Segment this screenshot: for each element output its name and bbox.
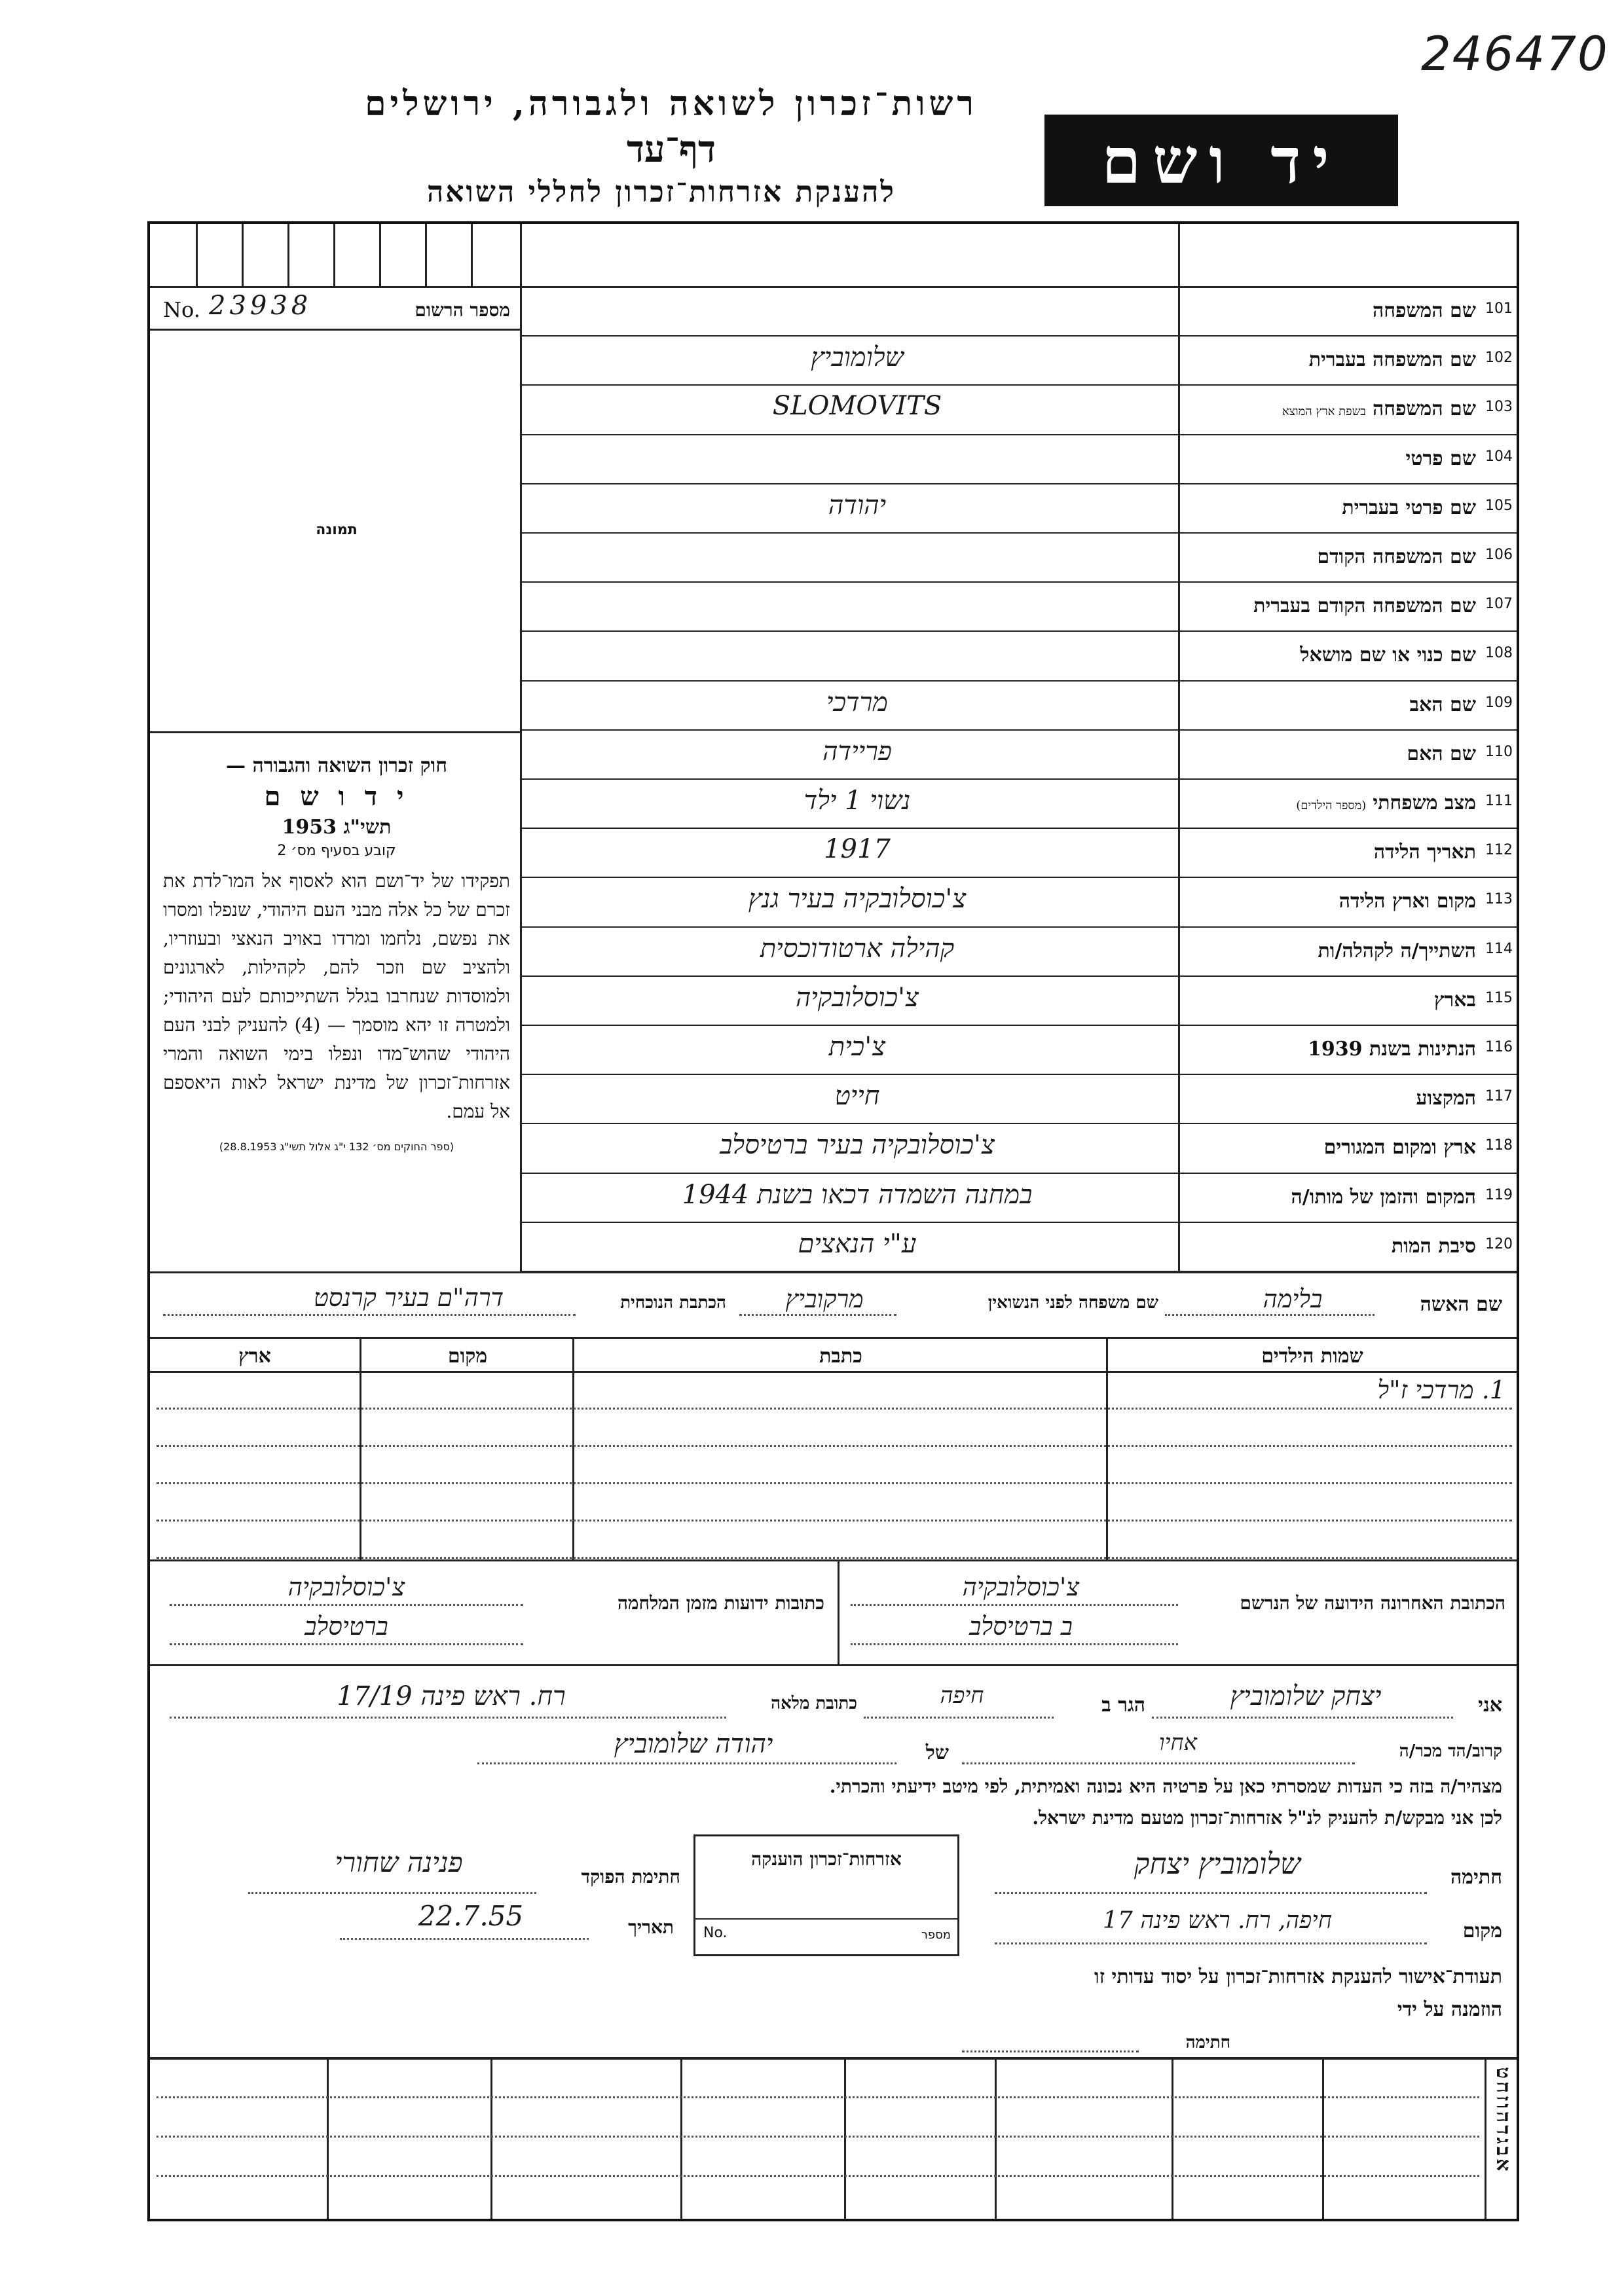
field-label [1188,545,1476,568]
children-cell[interactable]: 1. מרדכי ז"ל [1377,1376,1505,1404]
official-signature[interactable]: פנינה שחורי [335,1846,463,1878]
field-label-text: שם כנוי או שם מושאל [1300,644,1476,667]
stamp-title: אזרחות־זכרון הוענקה [751,1848,902,1870]
official-signature-label: חתימת הפוקד [581,1866,680,1887]
field-label-text: מצב משפחתי [1373,792,1476,814]
field-number: 104 [1485,448,1513,465]
field-number: 106 [1485,547,1513,563]
date-value[interactable]: 22.7.55 [418,1900,524,1932]
field-number: 117 [1485,1088,1513,1105]
field-value[interactable]: נשוי 1 ילד [803,786,911,816]
field-label-text: המקצוע [1416,1087,1476,1110]
field-label [1188,1038,1476,1061]
field-label [1188,594,1476,617]
field-value[interactable]: SLOMOVITS [772,391,942,422]
children-row-line [157,1408,1512,1410]
field-row-divider [520,483,1517,484]
children-row-line [157,1520,1512,1522]
field-label-text: הנתינות בשנת 1939 [1307,1038,1476,1061]
field-number: 114 [1485,940,1513,957]
current-address-label: הכתבת הנוכחית [620,1293,726,1313]
field-number: 101 [1485,301,1513,317]
declaration-text: מצהיר/ה בזה כי העדות שמסרתי כאן על פרטיה היא נכונה ואמיתית, לפי מיטב ידיעתי והכרתי. [829,1776,1502,1797]
request-text: לכן אני מבקש/ת להעניק לנ"ל אזרחות־זכרון מטעם מדינת ישראל. [1032,1807,1502,1829]
field-row-divider [520,581,1517,583]
field-label-text: שם המשפחה בעברית [1308,348,1476,372]
field-number: 109 [1485,694,1513,711]
field-label-text: שם המשפחה הקודם [1317,545,1476,568]
last-known-address-label: הכתובת האחרונה הידועה של הנרשם [1240,1592,1505,1614]
field-row-divider [520,1025,1517,1026]
field-value[interactable]: חייט [834,1081,880,1112]
field-label-text: בארץ [1433,988,1476,1011]
bottom-code-column: אבגדהוזחט [1492,2067,1515,2174]
resides-label: הגר ב [1101,1694,1145,1717]
witness-name[interactable]: יצחק שלומוביץ [1230,1681,1382,1711]
field-value[interactable]: שלומוביץ [811,342,904,373]
field-label [1188,939,1476,962]
law-block [163,754,510,1153]
maiden-name-label: שם משפחה לפני הנשואין [987,1293,1158,1313]
field-value[interactable]: ע"י הנאצים [798,1228,917,1259]
law-clause: קובע בסעיף מס׳ 2 [277,843,396,859]
certificate-line-1: תעודת־אישור להענקת אזרחות־זכרון על יסוד עדותי זו [1094,1965,1502,1988]
photo-label: תמונה [316,522,358,538]
maiden-name-value[interactable]: מרקוביץ [785,1285,864,1313]
place-label: מקום [1462,1920,1502,1942]
field-label [1188,644,1476,666]
field-number: 107 [1485,596,1513,613]
field-label-text: שם האב [1409,693,1476,716]
field-label-text: ארץ ומקום המגורים [1323,1136,1476,1159]
field-value[interactable]: יהודה [828,490,887,520]
field-label [1188,299,1476,322]
of-label: של [925,1741,949,1764]
field-value[interactable]: צ'כוסלובקיה [795,982,919,1013]
field-row-divider [520,975,1517,977]
field-row-divider [520,1173,1517,1174]
full-address-label: כתובת מלאה [771,1694,857,1713]
field-number: 112 [1485,842,1513,859]
field-number: 113 [1485,891,1513,908]
children-row-line [157,1557,1512,1559]
certificate-signature-label: חתימה [1185,2033,1230,2052]
field-label [1188,1235,1476,1258]
field-number: 108 [1485,645,1513,662]
field-row-divider [520,680,1517,682]
signature-label: חתימה [1450,1866,1502,1889]
field-label-text: שם המשפחה [1372,299,1476,322]
field-row-divider [520,729,1517,731]
field-label [1188,890,1476,913]
field-label [1188,447,1476,470]
field-value[interactable]: פריידה [822,736,892,767]
last-known-address-value-1[interactable]: צ'כוסלובקיה [962,1573,1080,1601]
field-value[interactable]: במחנה השמדה דכאו בשנת 1944 [682,1179,1033,1210]
field-number: 116 [1485,1039,1513,1055]
law-year: תשי"ג 1953 [282,816,392,839]
law-footnote: (ספר החוקים מס׳ 132 י"ג אלול תשי"ג 28.8.1953) [219,1140,454,1153]
field-number: 120 [1485,1235,1513,1252]
field-label-text: סיבת המות [1391,1234,1476,1258]
field-row-divider [520,828,1517,829]
field-value[interactable]: מרדכי [826,687,889,718]
children-header-address: כתבת [819,1345,862,1368]
field-row-divider [520,532,1517,534]
field-label [1188,496,1476,519]
field-label-text: תאריך הלידה [1373,841,1476,864]
place-value[interactable]: חיפה, רח. ראש פינה 17 [1102,1907,1333,1934]
full-address-value[interactable]: רח. ראש פינה 17/19 [337,1681,566,1711]
field-number: 103 [1485,399,1513,416]
field-number: 110 [1485,743,1513,760]
field-row-divider [520,1123,1517,1124]
citizenship-granted-box [693,1834,959,1956]
children-header-place: מקום [447,1345,488,1368]
law-name: י ד ו ש ם [264,781,409,812]
field-value[interactable]: צ'כוסלובקיה בעיר ברטיסלב [720,1130,995,1161]
field-label-text: השתייך/ה לקהלה/ות [1318,939,1476,962]
field-label-text: שם פרטי בעברית [1342,496,1476,519]
field-label [1188,1136,1476,1159]
field-row-divider [520,877,1517,878]
stamp-no-prefix: No. [703,1925,728,1941]
page-title: דף־עד [626,128,716,171]
witness-signature[interactable]: שלומוביץ יצחק [1134,1848,1301,1881]
field-label [1188,742,1476,765]
current-address-value[interactable]: דרה"ם בעיר קרנסט [313,1283,504,1312]
wartime-address-value-1[interactable]: צ'כוסלובקיה [287,1573,405,1601]
children-row-line [157,1445,1512,1447]
field-row-divider [520,1074,1517,1075]
field-label [1188,397,1476,420]
testimony-form [147,221,1519,2221]
field-row-divider [520,335,1517,337]
field-label [1188,792,1476,814]
field-number: 105 [1485,497,1513,514]
field-row-divider [520,384,1517,386]
relative-value[interactable]: אחיו [1158,1730,1198,1756]
date-label: תאריך [628,1916,674,1938]
field-label-text: המקום והזמן של מותו/ה [1291,1185,1476,1209]
field-value[interactable]: צ'כוסלובקיה בעיר גנץ [748,884,967,915]
field-value[interactable]: 1917 [824,834,891,865]
field-label [1188,348,1476,371]
field-row-divider [520,630,1517,632]
wartime-address-value-2[interactable]: ברטיסלב [304,1612,388,1641]
resides-value[interactable]: חיפה [940,1683,984,1709]
field-label-text: שם האם [1407,742,1476,765]
witness-i-label: אני [1478,1694,1502,1717]
children-header-names: שמות הילדים [1261,1345,1363,1368]
document-number: 246470 [1421,26,1609,81]
field-label [1188,1087,1476,1110]
registration-number: 23938 [209,291,312,321]
of-value[interactable]: יהודה שלומוביץ [614,1729,773,1759]
registration-no-prefix: No. [163,297,200,322]
field-label-note: בשפת ארץ המוצא [1282,405,1366,419]
last-known-address-value-2[interactable]: ב ברטיסלב [969,1612,1073,1641]
field-number: 118 [1485,1137,1513,1154]
field-label [1188,989,1476,1011]
field-label [1188,1186,1476,1209]
field-label-text: שם פרטי [1405,446,1476,470]
wartime-address-label: כתובות ידועות מזמן המלחמה [617,1592,824,1614]
wife-value[interactable]: בלימה [1263,1285,1323,1313]
registration-label: מספר הרשום [415,299,510,321]
field-label-text: שם המשפחה הקודם בעברית [1253,594,1476,618]
field-value[interactable]: קהילה ארטודוכסית [760,933,955,964]
law-text: תפקידו של יד־ושם הוא לאסוף אל המו־לדת את זכרם של כל אלה מבני העם היהודי, שנפלו ומסרו את נפשם, נלחמו ומרדו באויב הנאצי ובעוזריו, ולהציב שם וזכר להם, לקהילות, לארגונים ולמוסדות שנחרבו בגלל השתייכותם לעם היהודי; ולמטרה זו יהא מוסמך — (4) להעניק לבני העם היהודי שהוש־מדו ונפלו בימי השואה והמרי אזרחות־זכרון של מדינת ישראל לאות היאספם אל עמם. [163,870,510,1122]
field-row-divider [520,1222,1517,1223]
field-number: 102 [1485,350,1513,367]
certificate-line-2: הוזמנה על ידי [1397,1998,1502,2021]
law-heading: חוק זכרון השואה והגבורה — [226,754,447,777]
stamp-number-label: מספר [921,1928,951,1942]
field-value[interactable]: צ'כית [828,1032,886,1062]
field-row-divider [520,778,1517,780]
field-label-text: מקום וארץ הלידה [1338,890,1476,913]
field-label [1188,693,1476,716]
authority-name: רשות־זכרון לשואה ולגבורה, ירושלים [365,84,978,124]
yad-vashem-logo: יד ושם [1044,115,1398,206]
page-subtitle: להענקת אזרחות־זכרון לחללי השואה [426,175,896,209]
relative-label: קרוב/הד מכר/ה [1399,1741,1502,1761]
field-label-text: שם המשפחה [1372,397,1476,421]
field-number: 115 [1485,989,1513,1006]
field-row-divider [520,926,1517,928]
children-header-country: ארץ [238,1345,271,1368]
field-label [1188,841,1476,864]
children-row-line [157,1482,1512,1484]
field-label-note: (מספר הילדים) [1296,799,1367,812]
wife-label: שם האשה [1420,1293,1502,1316]
field-number: 119 [1485,1186,1513,1203]
field-row-divider [520,434,1517,435]
field-number: 111 [1485,793,1513,809]
